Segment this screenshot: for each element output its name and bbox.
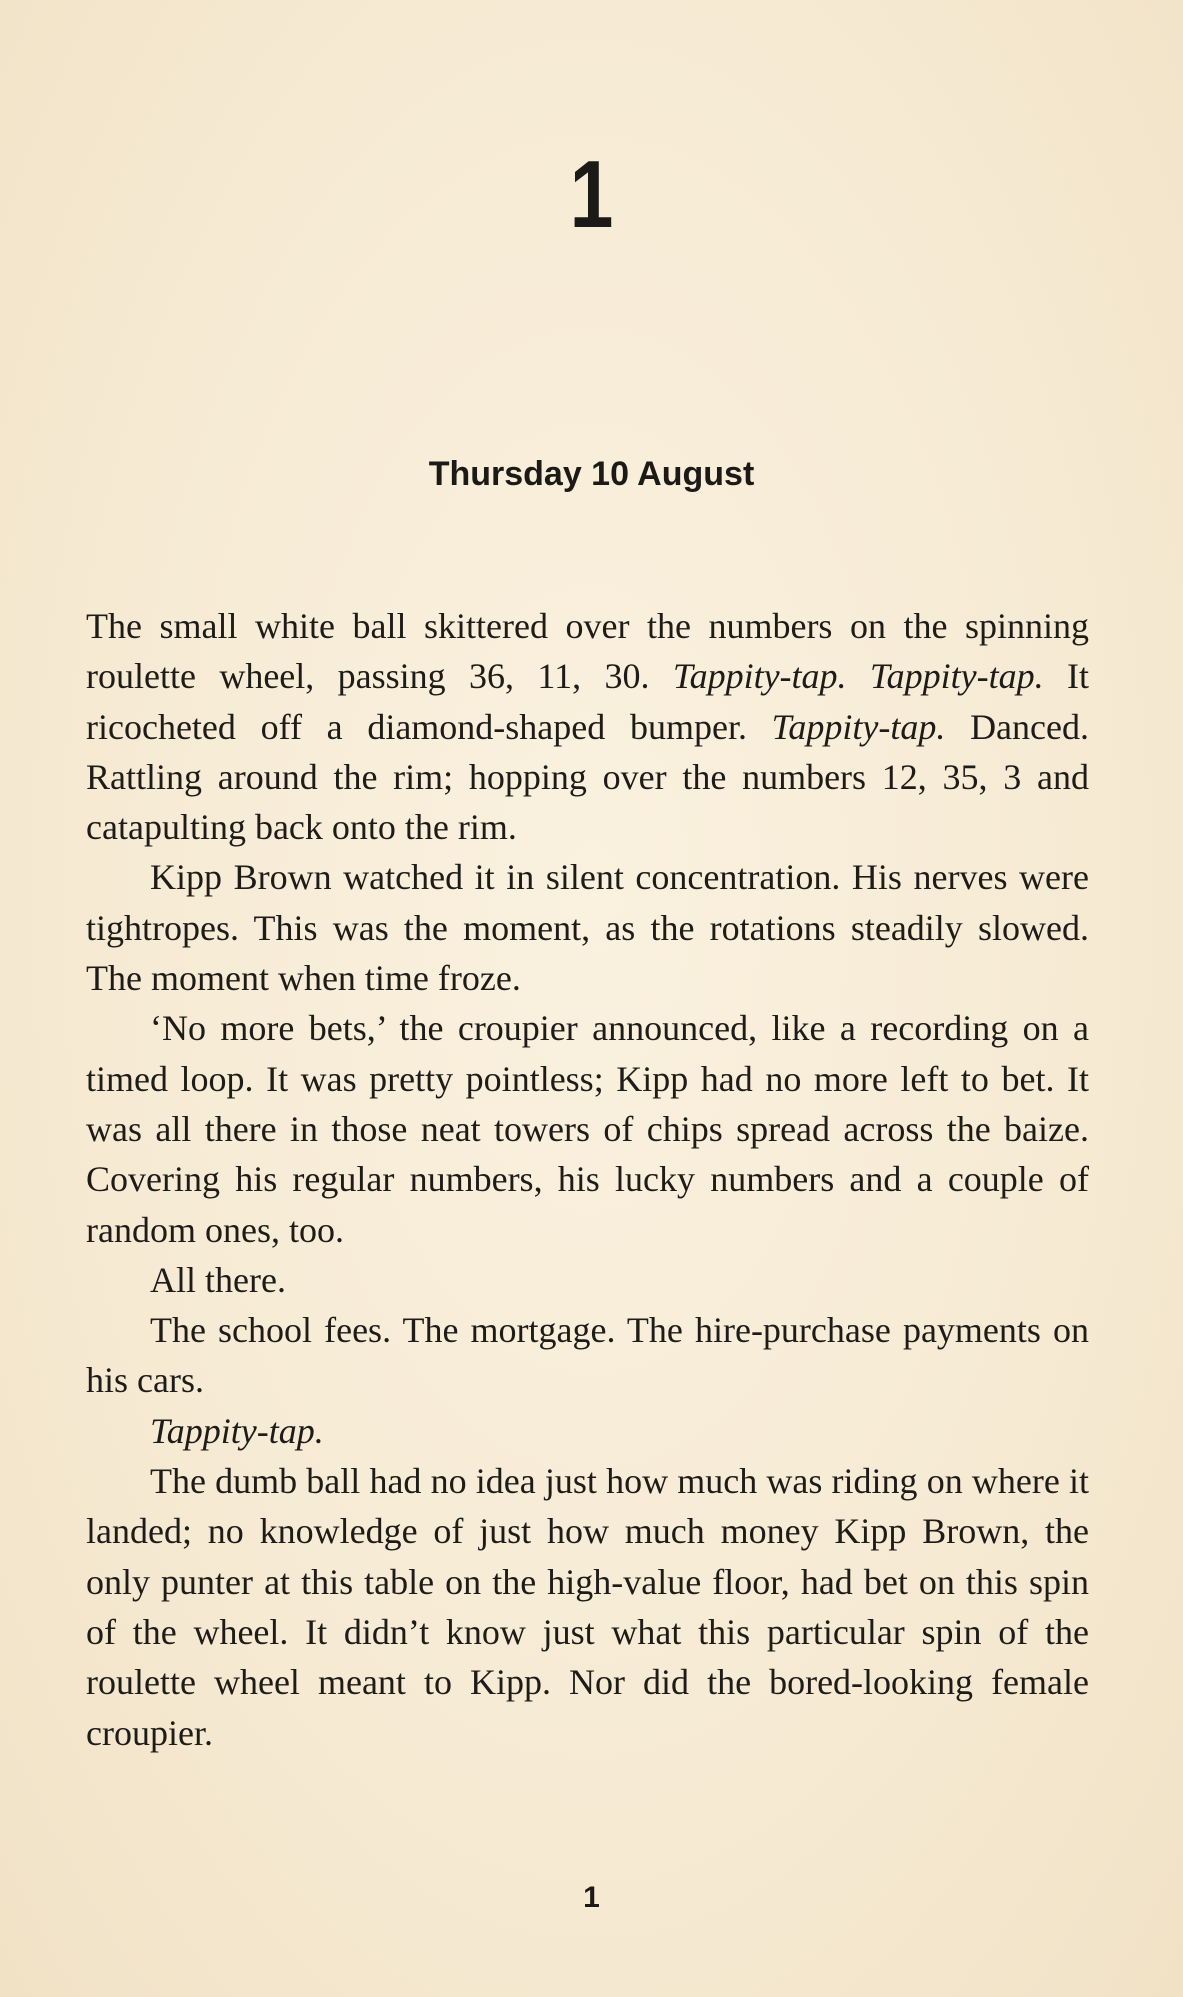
paragraph — [86, 1255, 1089, 1305]
text-segment: The dumb ball had no idea just how much was riding on where it landed; no knowledge of just how much money Kipp Brown, the only punter at this table on the high-value floor, had bet on this spin of the wheel. It didn’t know just what this particular spin of the roulette wheel meant to Kipp. Nor did the bored-looking female croupier. — [86, 1461, 1089, 1753]
chapter-date-heading: Thursday 10 August — [428, 455, 755, 493]
paragraph — [86, 1003, 1089, 1254]
text-segment: The small white ball skittered over the numbers on the spinning roulette wheel, passing 36, 11, 30. — [86, 606, 1089, 697]
text-segment: All there. — [150, 1259, 286, 1300]
italic-text-segment: Tappity-tap. — [150, 1410, 324, 1451]
paragraph — [86, 1456, 1089, 1758]
paragraph — [86, 852, 1089, 1003]
chapter-number: 1 — [569, 141, 614, 248]
text-segment: The school fees. The mortgage. The hire-purchase payments on his cars. — [86, 1310, 1089, 1401]
text-segment: Kipp Brown watched it in silent concentration. His nerves were tightropes. This was the moment, as the rotations steadily slowed. The moment when time froze. — [86, 857, 1089, 999]
text-segment: Danced. Rattling around the rim; hopping over the numbers 12, 35, 3 and catapulting back onto the rim. — [86, 706, 1089, 848]
paragraph — [86, 1406, 1089, 1456]
text-segment: It ricocheted off a diamond-shaped bumper. — [86, 656, 1089, 747]
paragraph — [86, 1305, 1089, 1406]
page-number: 1 — [583, 1881, 600, 1914]
paragraph — [86, 601, 1089, 852]
italic-text-segment: Tappity-tap. Tappity-tap. — [672, 656, 1044, 697]
italic-text-segment: Tappity-tap. — [771, 706, 946, 747]
text-segment: ‘No more bets,’ the croupier announced, like a recording on a timed loop. It was pretty pointless; Kipp had no more left to bet. It was all there in those neat towers of chips spread across the baize. Covering his regular numbers, his lucky numbers and a couple of random ones, too. — [86, 1008, 1089, 1250]
chapter-body-text — [86, 601, 1089, 1758]
